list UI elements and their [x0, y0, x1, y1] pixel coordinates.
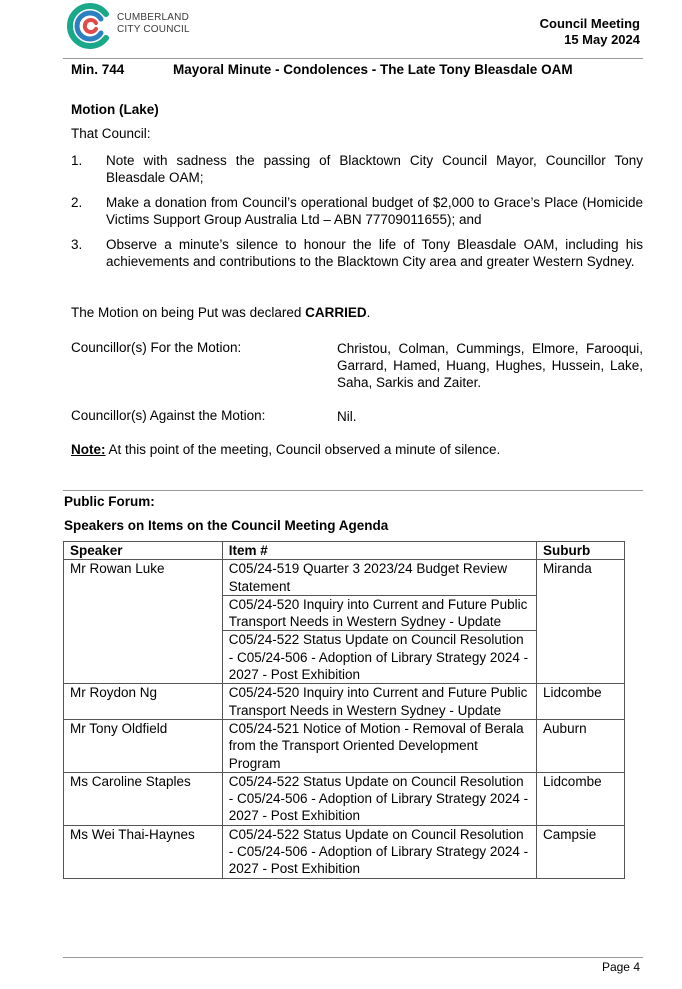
item-cell: C05/24-520 Inquiry into Current and Future Public Transport Needs in Western Sydney - Update [222, 595, 536, 631]
footer-divider [63, 957, 643, 958]
speaker-cell: Ms Wei Thai-Haynes [64, 825, 223, 878]
item-cell: C05/24-520 Inquiry into Current and Future Public Transport Needs in Western Sydney - Update [222, 684, 536, 720]
org-name: CUMBERLAND CITY COUNCIL [117, 12, 190, 35]
item-cell: C05/24-521 Notice of Motion - Removal of Berala from the Transport Oriented Development Program [222, 719, 536, 772]
result-carried: CARRIED [305, 305, 367, 320]
item-cell: C05/24-522 Status Update on Council Resolution - C05/24-506 - Adoption of Library Strategy 2024 - 2027 - Post Exhibition [222, 772, 536, 825]
against-value: Nil. [337, 409, 357, 424]
motion-result: The Motion on being Put was declared CARRIED. [71, 305, 371, 320]
speaker-cell: Mr Rowan Luke [64, 560, 223, 684]
meeting-header [540, 16, 640, 48]
speaker-cell: Mr Roydon Ng [64, 684, 223, 720]
table-row [64, 772, 625, 825]
table-row [64, 719, 625, 772]
motion-item: 2. Make a donation from Council’s operational budget of $2,000 to Grace’s Place (Homicide Victims Support Group Australia Ltd – ABN 77709011655); and [71, 195, 643, 227]
motion-heading: Motion (Lake) [71, 102, 159, 117]
header-divider [63, 58, 643, 59]
table-row [64, 825, 625, 878]
suburb-cell: Campsie [537, 825, 625, 878]
cumberland-logo-icon [66, 2, 114, 50]
table-row [64, 684, 625, 720]
col-speaker: Speaker [64, 542, 223, 560]
section-divider [63, 490, 643, 491]
suburb-cell: Miranda [537, 560, 625, 684]
item-cell: C05/24-519 Quarter 3 2023/24 Budget Review Statement [222, 560, 536, 596]
col-item: Item # [222, 542, 536, 560]
for-label: Councillor(s) For the Motion: [71, 340, 242, 355]
suburb-cell: Auburn [537, 719, 625, 772]
minute-title: Mayoral Minute - Condolences - The Late Tony Bleasdale OAM [173, 62, 573, 77]
motion-item: 1. Note with sadness the passing of Blacktown City Council Mayor, Councillor Tony Bleasdale OAM; [71, 153, 643, 185]
speaker-cell: Ms Caroline Staples [64, 772, 223, 825]
suburb-cell: Lidcombe [537, 772, 625, 825]
suburb-cell: Lidcombe [537, 684, 625, 720]
table-header-row [64, 542, 625, 560]
item-cell: C05/24-522 Status Update on Council Resolution - C05/24-506 - Adoption of Library Strategy 2024 - 2027 - Post Exhibition [222, 631, 536, 684]
meeting-name: Council Meeting [539, 16, 640, 31]
page-number: Page 4 [601, 960, 640, 974]
against-label: Councillor(s) Against the Motion: [71, 408, 266, 423]
motion-item: 3. Observe a minute’s silence to honour the life of Tony Bleasdale OAM, including his achievements and contributions to the Blacktown City area and greater Western Sydney. [71, 237, 643, 269]
speakers-table [63, 541, 625, 879]
col-suburb: Suburb [537, 542, 625, 560]
for-value: Christou, Colman, Cummings, Elmore, Farooqui, Garrard, Hamed, Huang, Hughes, Hussein, Lake, Saha, Sarkis and Zaiter. [337, 341, 643, 390]
motion-intro: That Council: [71, 126, 151, 141]
table-row [64, 560, 625, 596]
meeting-date: 15 May 2024 [564, 32, 640, 47]
forum-subheading: Speakers on Items on the Council Meeting Agenda [64, 518, 389, 533]
item-cell: C05/24-522 Status Update on Council Resolution - C05/24-506 - Adoption of Library Strategy 2024 - 2027 - Post Exhibition [222, 825, 536, 878]
forum-heading: Public Forum: [64, 494, 155, 509]
minute-number: Min. 744 [71, 62, 125, 77]
minute-heading [71, 62, 573, 77]
note: Note: At this point of the meeting, Council observed a minute of silence. [71, 442, 501, 457]
speaker-cell: Mr Tony Oldfield [64, 719, 223, 772]
